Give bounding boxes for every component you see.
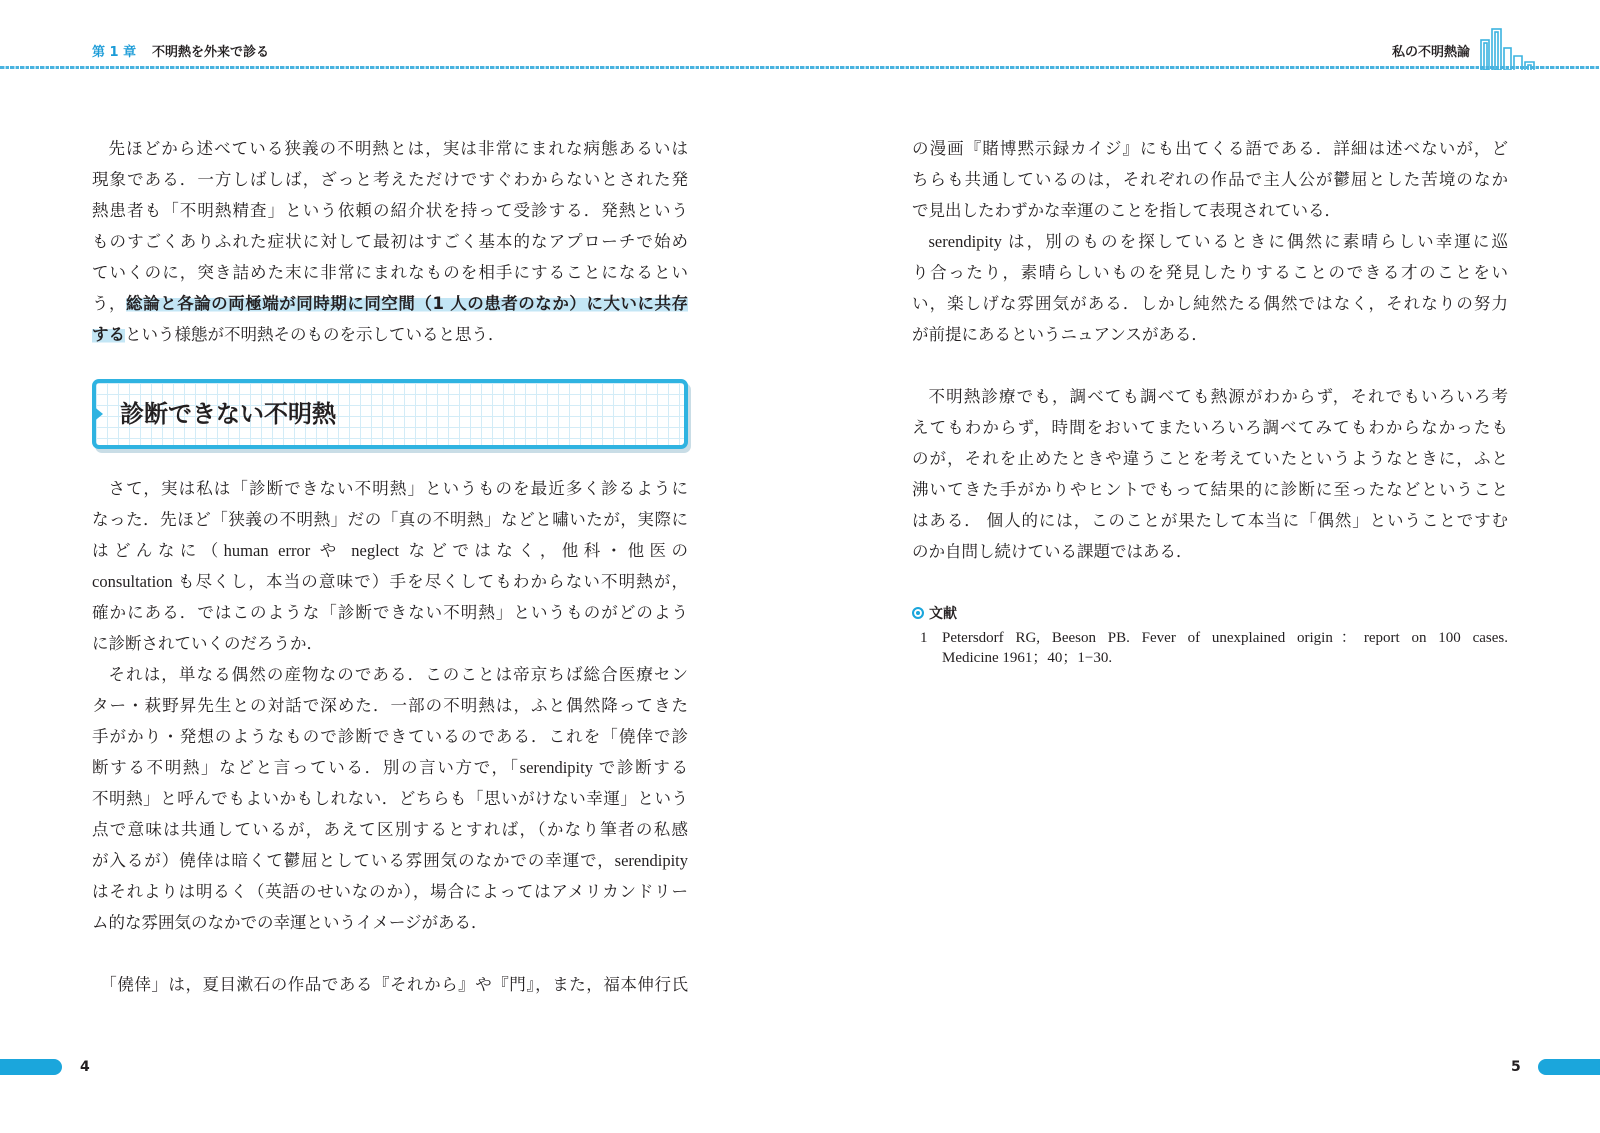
heading-arrow-icon bbox=[92, 405, 103, 423]
references-heading bbox=[912, 603, 957, 625]
text-line: なった．先ほど「狭義の不明熱」だの「真の不明熱」などと嘯いたが，実際に bbox=[92, 510, 688, 529]
text-line: 沸いてきた手がかりやヒントでもって結果的に診断に至ったなどということ bbox=[912, 480, 1508, 499]
right-column bbox=[912, 133, 1508, 567]
left-page-tab bbox=[0, 1059, 62, 1075]
text-line: はそれよりは明るく（英語のせいなのか），場合によってはアメリカンドリー bbox=[92, 882, 688, 901]
text-line: ム的な雰囲気のなかでの幸運というイメージがある． bbox=[92, 913, 488, 932]
header-rule bbox=[0, 66, 1600, 69]
text-line: が前提にあるというニュアンスがある． bbox=[912, 325, 1208, 344]
text-line: 現象である．一方しばしば，ざっと考えただけですぐわからないとされた発 bbox=[92, 170, 688, 189]
text-line: 確かにある．ではこのような「診断できない不明熱」というものがどのよう bbox=[92, 603, 688, 622]
highlighted-text: 総論と各論の両極端が同時期に同空間（1 人の患者のなか）に大いに共存 bbox=[126, 294, 688, 313]
chapter-label: 第 1 章 bbox=[92, 45, 137, 60]
chapter-title: 不明熱を外来で診る bbox=[152, 45, 270, 60]
section-title: 私の不明熱論 bbox=[1391, 45, 1470, 60]
text-line: ちらも共通しているのは，それぞれの作品で主人公が鬱屈とした苦境のなか bbox=[912, 170, 1508, 189]
section-heading: 診断できない不明熱 bbox=[120, 400, 336, 428]
text-segment: という様態が不明熱そのものを示していると思う． bbox=[125, 325, 505, 344]
text-line: 手がかり・発想のようなもので診断できているのである．これを「僥倖で診 bbox=[92, 727, 688, 746]
text-line: serendipity は，別のものを探しているときに偶然に素晴らしい幸運に巡 bbox=[928, 232, 1508, 251]
text-line: consultation も尽くし，本当の意味で）手を尽くしてもわからない不明熱が， bbox=[92, 572, 688, 591]
text-line: 「僥倖」は，夏目漱石の作品である『それから』や『門』，また，福本伸行氏 bbox=[100, 975, 688, 994]
reference-number: 1 bbox=[920, 630, 928, 646]
text-line: それは，単なる偶然の産物なのである．このことは帝京ちば総合医療セン bbox=[108, 665, 688, 684]
highlighted-text: する bbox=[92, 325, 125, 344]
reference-line: Medicine 1961；40；1−30. bbox=[942, 650, 1113, 666]
text-line: さて，実は私は「診断できない不明熱」というものを最近多く診るように bbox=[108, 479, 688, 498]
text-line: ものすごくありふれた症状に対して最初はすごく基本的なアプローチで始め bbox=[92, 232, 688, 251]
text-line: はどんなに（human error や neglect などではなく，他科・他医の bbox=[92, 541, 688, 560]
bullet-circle-icon bbox=[912, 607, 924, 619]
text-line: のか自問し続けている課題ではある． bbox=[912, 542, 1193, 561]
text-line bbox=[92, 319, 688, 350]
text-line: のが，それを止めたときや違うことを考えていたというようなときに，ふと bbox=[912, 449, 1508, 468]
text-line: 不明熱診療でも，調べても調べても熱源がわからず，それでもいろいろ考 bbox=[928, 387, 1508, 406]
text-line: はある． 個人的には，このことが果たして本当に「偶然」ということですむ bbox=[912, 511, 1508, 530]
text-line: 不明熱」と呼んでもよいかもしれない．どちらも「思いがけない幸運」という bbox=[92, 789, 688, 808]
right-page-number: 5 bbox=[1511, 1059, 1521, 1075]
text-line: 点で意味は共通しているが，あえて区別するとすれば，（かなり筆者の私感 bbox=[92, 820, 688, 839]
text-line bbox=[92, 288, 688, 319]
text-line: い，楽しげな雰囲気がある．しかし純然たる偶然ではなく，それなりの努力 bbox=[912, 294, 1508, 313]
reference-line: Petersdorf RG, Beeson PB. Fever of unexplained origin：report on 100 cases. bbox=[942, 630, 1508, 646]
text-line: ていくのに，突き詰めた末に非常にまれなものを相手にすることになるとい bbox=[92, 263, 688, 282]
text-line: 先ほどから述べている狭義の不明熱とは，実は非常にまれな病態あるいは bbox=[108, 139, 688, 158]
text-line: で見出したわずかな幸運のことを指して表現されている． bbox=[912, 201, 1341, 220]
text-segment: う， bbox=[92, 294, 127, 313]
left-column-bottom bbox=[92, 473, 688, 1000]
text-line: の漫画『賭博黙示録カイジ』にも出てくる語である．詳細は述べないが，ど bbox=[912, 139, 1508, 158]
text-line: えてもわからず，時間をおいてまたいろいろ調べてみてもわからなかったも bbox=[912, 418, 1508, 437]
text-line: り合ったり，素晴らしいものを発見したりすることのできる才のことをい bbox=[912, 263, 1508, 282]
text-line: ター・萩野昇先生との対話で深めた．一部の不明熱は，ふと偶然降ってきた bbox=[92, 696, 688, 715]
text-line: 熱患者も「不明熱精査」という依頼の紹介状を持って受診する．発熱という bbox=[92, 201, 688, 220]
left-page-number: 4 bbox=[80, 1059, 90, 1075]
left-column-top bbox=[92, 133, 688, 350]
text-line: が入るが）僥倖は暗くて鬱屈としている雰囲気のなかでの幸運で，serendipity bbox=[92, 851, 688, 870]
text-line: に診断されていくのだろうか． bbox=[92, 634, 323, 653]
right-page-tab bbox=[1538, 1059, 1600, 1075]
text-line: 断する不明熱」などと言っている．別の言い方で，「serendipity で診断する bbox=[92, 758, 688, 777]
skyline-icon bbox=[1478, 26, 1542, 70]
references-title: 文献 bbox=[929, 606, 957, 622]
section-heading-box bbox=[92, 379, 688, 449]
